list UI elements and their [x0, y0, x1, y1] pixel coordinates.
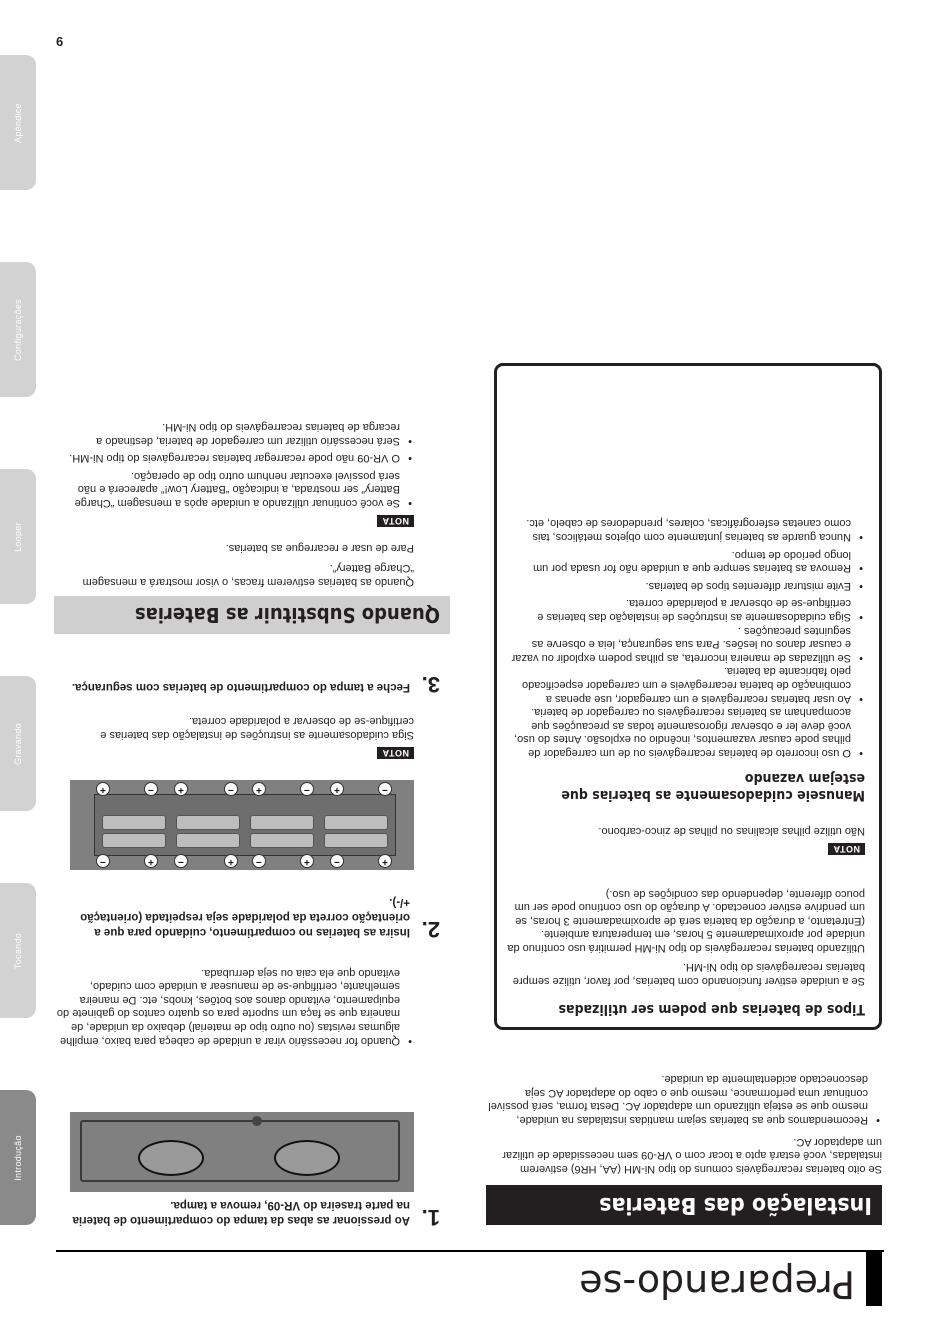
battery-cell [324, 815, 388, 830]
polarity-mark: + [252, 782, 266, 796]
tab-label: Configurações [13, 298, 23, 361]
box-bullet: • Nunca guarde as baterias juntamente com objetos metálicos, tais como canetas esferográficas, colares, prendedores de cabelo, etc. [505, 516, 865, 543]
box-para-2: Utilizando baterias recarregáveis do tipo Ni-MH permitirá uso contínuo da unidade por aproximadamente 5 horas, em temperatura ambiente. (Entretanto, a duração da bateria será de aproximadamente 3 horas, se um pendrive estiver conectado. A duração do uso contínuo pode ser um pouco diferente, dependendo das condições de uso.) [507, 887, 865, 954]
battery-cell [324, 833, 388, 848]
polarity-mark: + [330, 782, 344, 796]
box-bullet-list [505, 516, 865, 759]
section-title-replace: Quando Substituir as Baterias [54, 596, 450, 634]
step-2-number: 2. [421, 917, 440, 942]
cover-outline [80, 1120, 400, 1182]
installation-intro: Se oito baterias recarregáveis comuns do tipo Ni-MH (AA, HR6) estiverem instaladas, você estará apto a tocar com o VR-09 sem necessidade de utilizar um adaptador AC. [502, 1135, 882, 1175]
box-heading-types: Tipos de baterias que podem ser utilizadas [558, 1001, 865, 1017]
polarity-mark: − [224, 782, 238, 796]
installation-bullet: • Recomendamos que as baterias sejam mantidas instaladas na unidade, mesmo que se esteja utilizando um adaptador AC. Desta forma, será possível continuar uma performance, mesmo que o cabo do adaptador AC seja desconectado acidentalmente da unidade. [478, 1072, 882, 1126]
chapter-marker [866, 1252, 882, 1306]
cover-screw [252, 1116, 262, 1126]
rear-cover-illustration [70, 1112, 414, 1192]
replace-bullet: • O VR-09 não pode recarregar baterias recarregáveis do tipo Ni-MH. [64, 451, 414, 465]
polarity-mark: + [224, 854, 238, 868]
polarity-mark: + [96, 782, 110, 796]
step-3-number: 3. [421, 672, 440, 697]
battery-cell [176, 833, 240, 848]
battery-cell [250, 833, 314, 848]
polarity-mark: − [252, 854, 266, 868]
polarity-mark: − [174, 854, 188, 868]
box-bullet: • O uso incorreto de baterias recarregáveis ou de um carregador de pilhas pode causar vazamentos, incêndio ou explosão. Antes do uso, você deve ler e observar rigorosamente todas as precauções que acompanham as baterias recarregáveis ou carregador de bateria. [505, 705, 865, 759]
step-1-bullet: • Quando for necessário virar a unidade de cabeça para baixo, empilhe algumas revistas (ou outro tipo de material) debaixo da unidade, de maneira que se faça um suporte para os quatro cantos do gabinete do equipamento, evitando danos aos botões, knobs, etc. De maneira semelhante, certifique-se de manusear a unidade com cuidado, evitando que ela caia ou seja derrubada. [56, 965, 414, 1047]
box-bullet: • Siga cuidadosamente as instruções de instalação das baterias e certifique-se de observar a polaridade correta. [505, 596, 865, 623]
tab-label: Gravando [13, 722, 23, 765]
battery-cell [176, 815, 240, 830]
tab-label: Apêndice [13, 102, 23, 143]
polarity-mark: − [300, 782, 314, 796]
section-title-installation: Instalação das Baterias [486, 1185, 882, 1225]
box-bullet: • Evite misturar diferentes tipos de baterias. [505, 578, 865, 592]
battery-cell [250, 815, 314, 830]
polarity-mark: − [144, 782, 158, 796]
replace-para-2: Pare de usar e recarregue as baterias. [225, 542, 414, 554]
tab-label: Introdução [13, 1134, 23, 1181]
tab-label: Tocando [13, 932, 23, 969]
step-1-text: Ao pressionar as abas da tampa do compartimento de bateria na parte traseira do VR-09, remova a tampa. [72, 1199, 410, 1226]
chapter-rule [56, 1250, 884, 1252]
polarity-mark: + [300, 854, 314, 868]
battery-cell [102, 833, 166, 848]
box-nota-label: NOTA [828, 843, 865, 855]
box-nota-text: Não utilize pilhas alcalinas ou pilhas de zinco-carbono. [598, 825, 865, 837]
box-heading-leaking: Manuseie cuidadosamente as baterias que estejam vazando [561, 770, 865, 803]
polarity-mark: + [144, 854, 158, 868]
chapter-title: Preparando-se [579, 1262, 855, 1306]
battery-info-box [494, 363, 882, 1030]
cover-tab-right [138, 1140, 204, 1176]
page-number: 6 [56, 34, 64, 49]
polarity-mark: − [96, 854, 110, 868]
replace-bullet: • Se você continuar utilizando a unidade após a mensagem “Charge Battery” ser mostrada, a indicação “Battery Low!” aparecerá e não será possível executar nenhum outro tipo de operação. [64, 468, 414, 509]
polarity-mark: − [330, 854, 344, 868]
replace-para-1: Quando as baterias estiverem fracas, o visor mostrará a mensagem “Charge Battery”. [82, 562, 414, 588]
cover-tab-left [274, 1140, 340, 1176]
step-2-nota-label: NOTA [377, 747, 414, 759]
polarity-mark: + [174, 782, 188, 796]
box-bullet: • Ao usar baterias recarregáveis e um carregador, use apenas a combinação de bateria recarregáveis e um carregador especificado pelo fabricante da bateria. [505, 664, 865, 705]
box-bullet: • Remova as baterias sempre que a unidade não for usada por um longo período de tempo. [505, 547, 865, 574]
box-para-1: Se a unidade estiver funcionando com baterias, por favor, utilize sempre baterias recarregáveis do tipo Ni-MH. [512, 961, 865, 987]
step-3-text: Feche a tampa do compartimento de baterias com segurança. [71, 681, 410, 693]
replace-bullet-list [64, 419, 414, 509]
step-1-number: 1. [421, 1205, 440, 1230]
step-2-text: Insira as baterias no compartimento, cuidando para que a orientação correta da polaridade seja respeitada (orientação +/-). [80, 896, 410, 938]
box-bullet: • Se utilizadas de maneira incorreta, as pilhas podem explodir ou vazar e causar danos ou lesões. Para sua segurança, leia e observe as seguintes precauções . [505, 623, 865, 664]
polarity-mark: − [378, 782, 392, 796]
battery-cell [102, 815, 166, 830]
tab-label: Looper [13, 521, 23, 552]
battery-compartment-illustration [70, 780, 414, 870]
polarity-mark: + [378, 854, 392, 868]
step-2-nota-text: Siga cuidadosamente as instruções de instalação das baterias e certifique-se de observar a polaridade correta. [100, 715, 414, 741]
replace-nota-label: NOTA [377, 515, 414, 527]
replace-bullet: • Será necessário utilizar um carregador de bateria, destinado a recarga de baterias recarregáveis do tipo Ni-MH. [64, 419, 414, 446]
